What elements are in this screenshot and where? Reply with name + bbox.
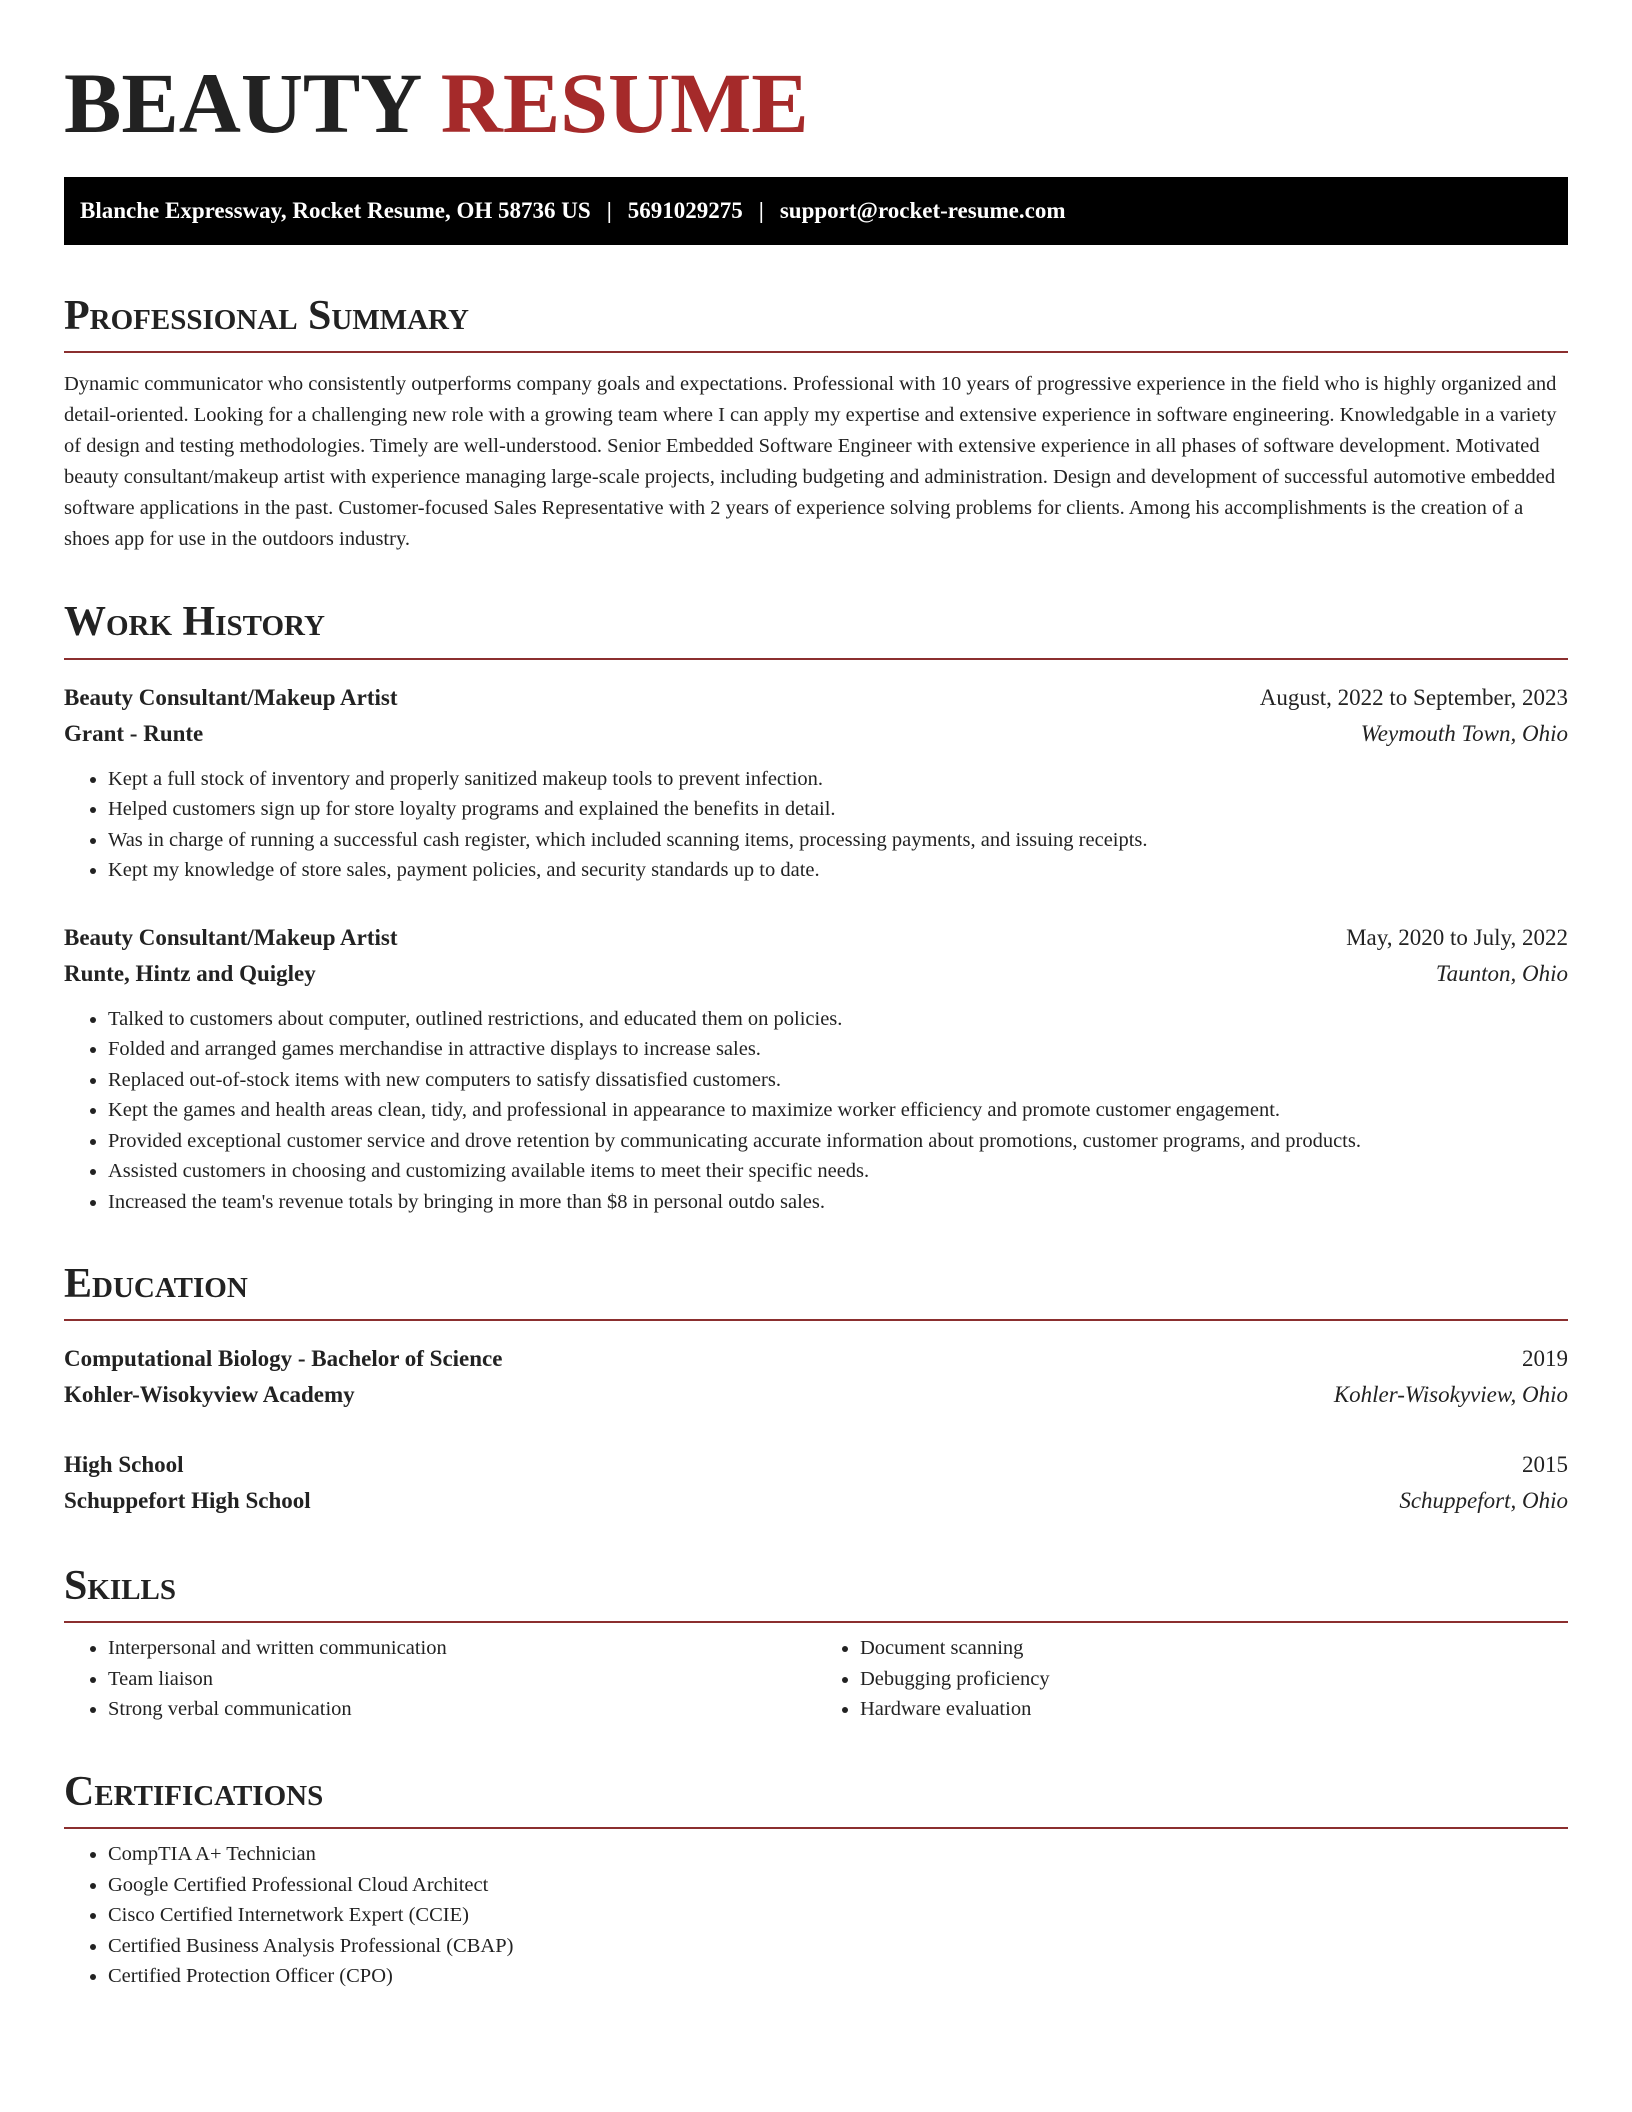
job-location: Taunton, Ohio	[1435, 960, 1568, 986]
list-item: • Talked to customers about computer, outlined restrictions, and educated them on policies.	[108, 1004, 1568, 1035]
contact-bar	[64, 177, 1568, 245]
job-bullets	[64, 764, 1568, 886]
education-location: Schuppefort, Ohio	[1399, 1488, 1568, 1514]
job-company: Runte, Hintz and Quigley	[64, 960, 316, 986]
certifications-block	[64, 1839, 1568, 1992]
section-title-summary: Professional Summary	[64, 293, 1568, 353]
work-entry	[64, 920, 1568, 1218]
contact-separator: |	[606, 198, 612, 224]
summary-text: Dynamic communicator who consistently outperforms company goals and expectations. Professional with 10 years of progressive experience in the field who is highly organized and detail-oriented. Looking for a challenging new role with a growing team where I can apply my expertise and extensive experience in software engineering. Knowledgable in a variety of design and testing methodologies. Timely are well-understood. Senior Embedded Software Engineer with extensive experience in all phases of software development. Motivated beauty consultant/makeup artist with experience managing large-scale projects, including budgeting and administration. Design and development of successful automotive embedded software applications in the past. Customer-focused Sales Representative with 2 years of experience solving problems for clients. Among his accomplishments is the creation of a shoes app for use in the outdoors industry.	[64, 373, 1557, 551]
job-title: Beauty Consultant/Makeup Artist	[64, 684, 398, 710]
skills-right-list	[816, 1633, 1568, 1725]
education-entry	[64, 1447, 1568, 1519]
section-title-certifications: Certifications	[64, 1769, 1568, 1829]
resume-title	[64, 52, 1568, 155]
list-item: • Kept my knowledge of store sales, payment policies, and security standards up to date.	[108, 855, 1568, 886]
job-bullets	[64, 1004, 1568, 1218]
job-company: Grant - Runte	[64, 720, 204, 746]
job-dates: May, 2020 to July, 2022	[1346, 924, 1568, 950]
education-entry-header	[64, 1341, 1568, 1377]
skills-columns	[64, 1633, 1568, 1725]
list-item: • Replaced out-of-stock items with new computers to satisfy dissatisfied customers.	[108, 1065, 1568, 1096]
certifications-list	[64, 1839, 1568, 1992]
list-item: • Certified Protection Officer (CPO)	[108, 1961, 1568, 1992]
list-item: • Kept a full stock of inventory and properly sanitized makeup tools to prevent infection.	[108, 764, 1568, 795]
list-item: • Google Certified Professional Cloud Architect	[108, 1870, 1568, 1901]
education-degree: Computational Biology - Bachelor of Science	[64, 1346, 503, 1372]
list-item: • Helped customers sign up for store loyalty programs and explained the benefits in detail.	[108, 794, 1568, 825]
education-year: 2019	[1522, 1346, 1568, 1372]
contact-email: support@rocket-resume.com	[779, 198, 1066, 224]
education-year: 2015	[1522, 1452, 1568, 1478]
list-item: • CompTIA A+ Technician	[108, 1839, 1568, 1870]
education-location: Kohler-Wisokyview, Ohio	[1333, 1382, 1568, 1408]
contact-separator: |	[758, 198, 764, 224]
work-entry-header	[64, 920, 1568, 956]
work-entry-subheader	[64, 956, 1568, 992]
list-item: • Certified Business Analysis Professional (CBAP)	[108, 1931, 1568, 1962]
job-location: Weymouth Town, Ohio	[1360, 720, 1568, 746]
education-school: Schuppefort High School	[64, 1488, 311, 1514]
education-entry-header	[64, 1447, 1568, 1483]
work-entry	[64, 680, 1568, 886]
section-title-skills: Skills	[64, 1563, 1568, 1623]
list-item: • Document scanning	[860, 1633, 1568, 1664]
list-item: • Folded and arranged games merchandise in attractive displays to increase sales.	[108, 1034, 1568, 1065]
list-item: • Hardware evaluation	[860, 1694, 1568, 1725]
education-entry-subheader	[64, 1483, 1568, 1519]
work-entry-header	[64, 680, 1568, 716]
job-title: Beauty Consultant/Makeup Artist	[64, 924, 398, 950]
contact-phone: 5691029275	[627, 198, 743, 224]
skills-left-list	[64, 1633, 816, 1725]
list-item: • Cisco Certified Internetwork Expert (CCIE)	[108, 1900, 1568, 1931]
education-entry-subheader	[64, 1377, 1568, 1413]
title-part-2: RESUME	[440, 55, 809, 151]
education-entry	[64, 1341, 1568, 1413]
job-dates: August, 2022 to September, 2023	[1259, 684, 1568, 710]
work-entry-subheader	[64, 716, 1568, 752]
contact-address: Blanche Expressway, Rocket Resume, OH 58736 US	[80, 198, 591, 224]
list-item: • Assisted customers in choosing and customizing available items to meet their specific needs.	[108, 1156, 1568, 1187]
section-title-work-history: Work History	[64, 599, 1568, 659]
list-item: • Interpersonal and written communication	[108, 1633, 816, 1664]
list-item: • Kept the games and health areas clean, tidy, and professional in appearance to maximize worker efficiency and promote customer engagement.	[108, 1095, 1568, 1126]
list-item: • Debugging proficiency	[860, 1664, 1568, 1695]
list-item: • Provided exceptional customer service and drove retention by communicating accurate information about promotions, customer programs, and products.	[108, 1126, 1568, 1157]
title-part-1: BEAUTY	[64, 55, 420, 151]
list-item: • Was in charge of running a successful cash register, which included scanning items, processing payments, and issuing receipts.	[108, 825, 1568, 856]
education-school: Kohler-Wisokyview Academy	[64, 1382, 355, 1408]
section-title-education: Education	[64, 1261, 1568, 1321]
list-item: • Strong verbal communication	[108, 1694, 816, 1725]
list-item: • Increased the team's revenue totals by bringing in more than $8 in personal outdo sales.	[108, 1187, 1568, 1218]
list-item: • Team liaison	[108, 1664, 816, 1695]
education-degree: High School	[64, 1452, 184, 1478]
